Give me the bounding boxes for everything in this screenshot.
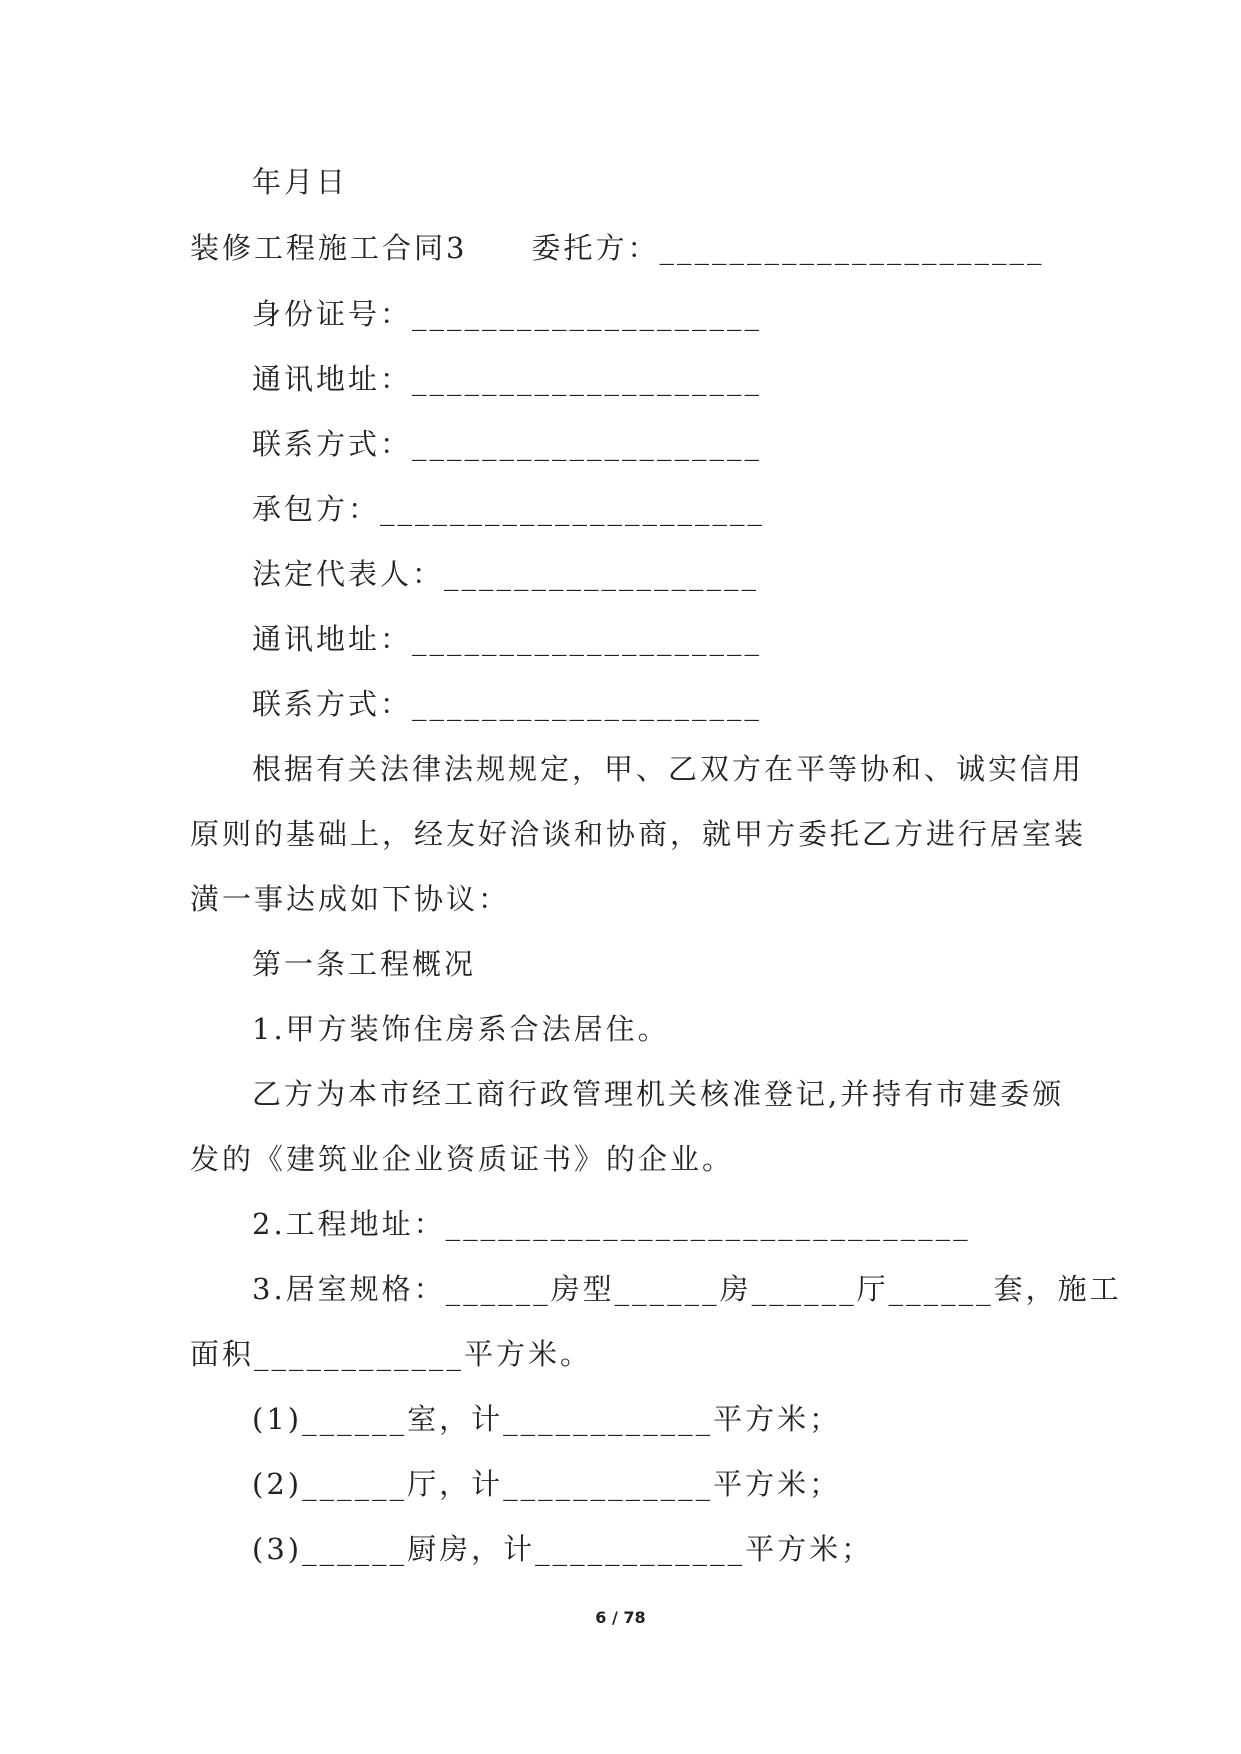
item-2-address: 2.工程地址：______________________________ xyxy=(252,1207,971,1241)
address-field: 通讯地址：____________________ xyxy=(252,362,763,396)
subitem-2-hall: (2)______厅，计____________平方米； xyxy=(252,1467,842,1501)
item-1: 1.甲方装饰住房系合法居住。 xyxy=(252,1012,670,1046)
party-b-paragraph-line-2: 发的《建筑业企业资质证书》的企业。 xyxy=(190,1142,735,1176)
contractor-contact-field: 联系方式：____________________ xyxy=(252,687,763,721)
intro-paragraph-line-3: 潢一事达成如下协议： xyxy=(190,882,511,916)
party-b-paragraph-line-1: 乙方为本市经工商行政管理机关核准登记,并持有市建委颁 xyxy=(252,1077,1065,1111)
intro-paragraph-line-1: 根据有关法律法规规定，甲、乙双方在平等协和、诚实信用 xyxy=(252,752,1085,786)
contractor-field: 承包方：______________________ xyxy=(252,492,766,526)
contact-field: 联系方式：____________________ xyxy=(252,427,763,461)
contractor-address-field: 通讯地址：____________________ xyxy=(252,622,763,656)
article-1-heading: 第一条工程概况 xyxy=(252,947,477,981)
item-3-room-spec-line-2: 面积____________平方米。 xyxy=(190,1337,593,1371)
subitem-1-room: (1)______室，计____________平方米； xyxy=(252,1402,842,1436)
legal-rep-field: 法定代表人：__________________ xyxy=(252,557,760,591)
page-number: 6 / 78 xyxy=(595,1608,646,1627)
item-3-room-spec-line-1: 3.居室规格：______房型______房______厅______套，施工 xyxy=(252,1272,1122,1306)
contract-title-client: 装修工程施工合同3 委托方：______________________ xyxy=(190,231,1045,265)
id-number-field: 身份证号：____________________ xyxy=(252,297,763,331)
subitem-3-kitchen: (3)______厨房，计____________平方米； xyxy=(252,1532,874,1566)
date-line: 年月日 xyxy=(252,165,349,199)
intro-paragraph-line-2: 原则的基础上，经友好洽谈和协商，就甲方委托乙方进行居室装 xyxy=(190,817,1087,851)
